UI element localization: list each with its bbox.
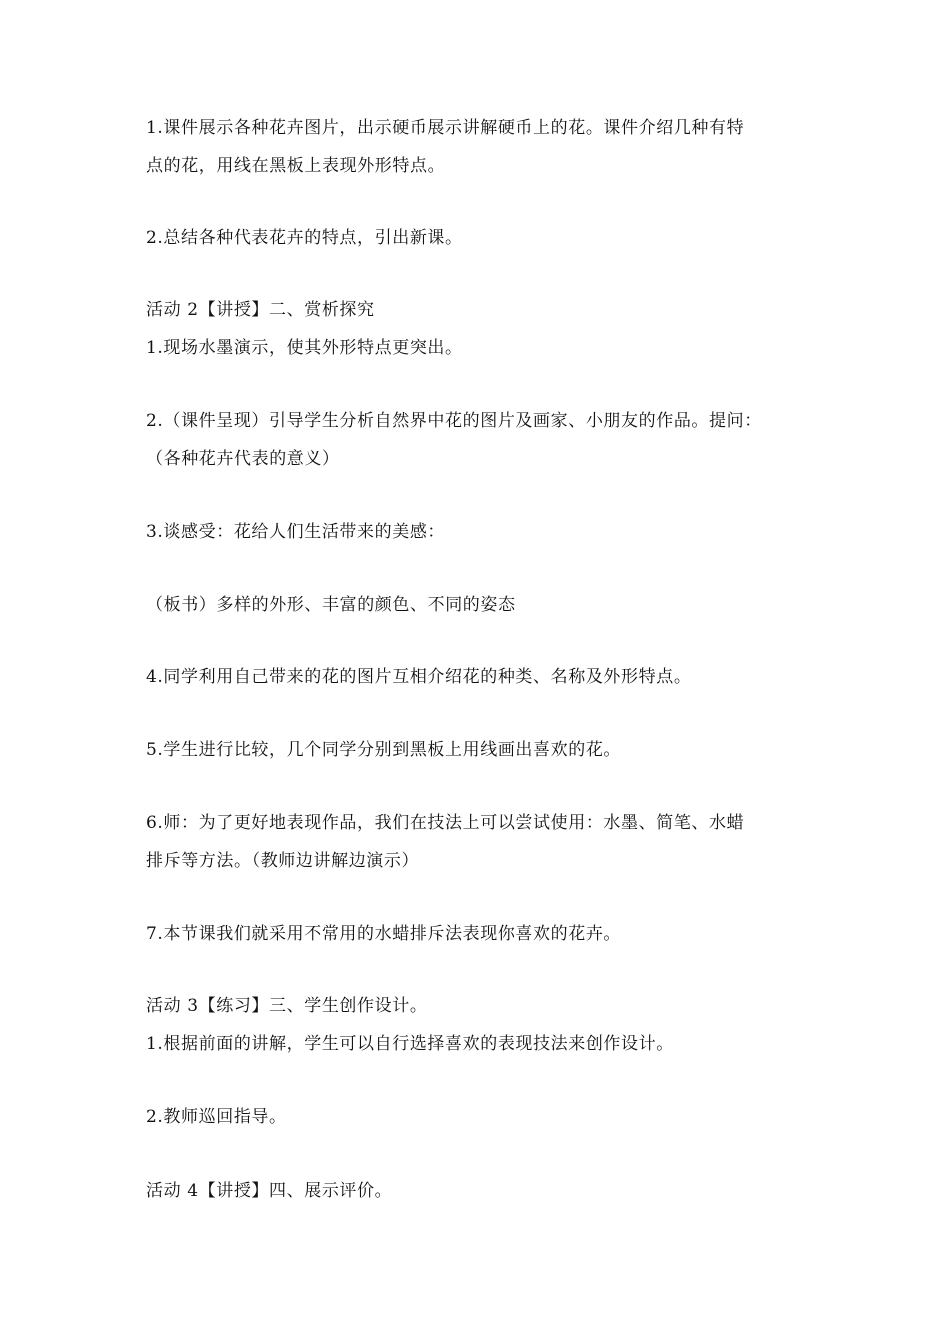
text-line: 4.同学利用自己带来的花的图片互相介绍花的种类、名称及外形特点。 bbox=[146, 667, 692, 687]
text-line: （板书）多样的外形、丰富的颜色、不同的姿态 bbox=[146, 595, 516, 615]
text-line: 1.课件展示各种花卉图片，出示硬币展示讲解硬币上的花。课件介绍几种有特 bbox=[146, 118, 745, 138]
text-line: 点的花，用线在黑板上表现外形特点。 bbox=[146, 156, 446, 176]
activity-heading: 活动 3【练习】三、学生创作设计。 bbox=[146, 996, 428, 1016]
text-line: （各种花卉代表的意义） bbox=[146, 449, 340, 469]
text-line: 2.教师巡回指导。 bbox=[146, 1107, 287, 1127]
text-line: 排斥等方法。（教师边讲解边演示） bbox=[146, 851, 420, 871]
text-line: 5.学生进行比较，几个同学分别到黑板上用线画出喜欢的花。 bbox=[146, 740, 622, 760]
text-line: 1.根据前面的讲解，学生可以自行选择喜欢的表现技法来创作设计。 bbox=[146, 1034, 674, 1054]
activity-heading: 活动 4【讲授】四、展示评价。 bbox=[146, 1181, 393, 1201]
text-line: 1.现场水墨演示，使其外形特点更突出。 bbox=[146, 338, 463, 358]
text-line: 3.谈感受：花给人们生活带来的美感： bbox=[146, 522, 446, 542]
text-line: 7.本节课我们就采用不常用的水蜡排斥法表现你喜欢的花卉。 bbox=[146, 924, 622, 944]
text-line: 2.总结各种代表花卉的特点，引出新课。 bbox=[146, 228, 463, 248]
text-line: 2.（课件呈现）引导学生分析自然界中花的图片及画家、小朋友的作品。提问： bbox=[146, 411, 762, 431]
text-line: 6.师：为了更好地表现作品，我们在技法上可以尝试使用：水墨、简笔、水蜡 bbox=[146, 813, 745, 833]
activity-heading: 活动 2【讲授】二、赏析探究 bbox=[146, 300, 375, 320]
